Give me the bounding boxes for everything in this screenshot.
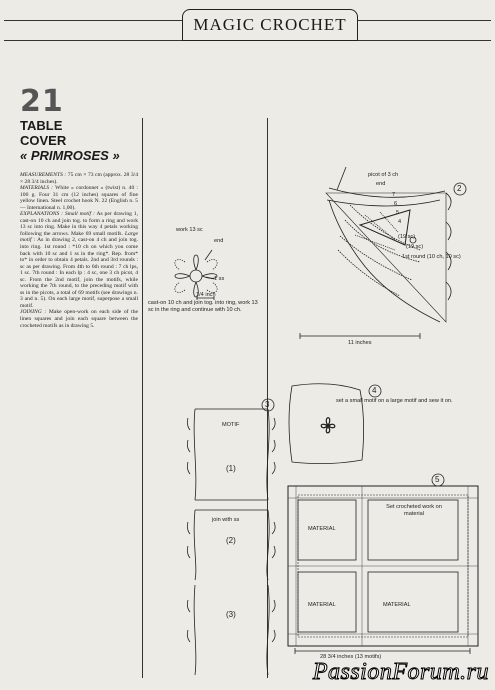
large-motif-text: As in drawing 2, cast-on 4 ch and join tog. into ring. 1st round : *10 ch on which you come back with 10 sc and 1 ss in the ring*. Rep. from* to* in order to obtain 4 petals. 2nd and 3rd rounds : sc as per drawing. From 4th to 6th round : 7 ch lps, 1 sc. 7th round : In each lp : 4 sc, one 3 ch picot, 4 sc. From the 2nd motif, join the motifs, while working the 7th round, to the preceding motif with ss in the picots, a total of 69 motifs (see drawings n. 3 and n. 5). On each large motif, superpose a small motif. xyxy=(20,237,138,309)
pattern-title-line3: « PRIMROSES » xyxy=(20,148,120,163)
d5-number: 5 xyxy=(435,475,440,484)
explanations-label: EXPLANATIONS : xyxy=(20,211,64,218)
drawing5-assembly-grid xyxy=(288,474,478,654)
pattern-number: 21 xyxy=(20,84,64,119)
materials-text: White « cordonnet » (twist) n. 40 : 100 g. Four 31 cm (12 inches) squares of fine yellow linen. Steel crochet hook N. 22 (English n. 5 — International n. 1,00). xyxy=(20,185,138,211)
materials-label: MATERIALS : xyxy=(20,185,54,192)
d2-end-label: end xyxy=(376,181,386,187)
motif-top-edge xyxy=(327,188,445,206)
joining-text: Make open-work on each side of the linen squares and join each square between the crocheted motifs as in drawing 5. xyxy=(20,309,138,329)
d2-number: 2 xyxy=(457,184,462,193)
d3-number: 3 xyxy=(265,400,270,409)
d1-work-label: work 13 sc xyxy=(176,227,203,233)
d2-size-label: 11 inches xyxy=(348,340,372,346)
measurements-text: 75 cm × 73 cm (approx. 28 3/4 × 28 3/4 inches). xyxy=(20,172,138,185)
size-bar xyxy=(300,333,420,339)
d5-material-1: MATERIAL xyxy=(308,526,336,532)
d2-round-4: 4 xyxy=(398,219,402,225)
d3-motif1-label: (1) xyxy=(226,464,236,473)
material-square-4 xyxy=(368,572,458,632)
large-motif-label: Large motif : xyxy=(20,230,138,244)
d1-size-label: 1/4 inch xyxy=(196,292,216,298)
d1-end-label: end xyxy=(214,238,224,244)
drawing2-large-motif xyxy=(300,167,466,339)
d1-ss-label: 1 ss xyxy=(214,276,225,282)
drawing4-superposed-motif xyxy=(289,384,381,464)
header-title: MAGIC CROCHET xyxy=(193,15,347,34)
d2-19sc-b: (19 sc) xyxy=(406,244,424,250)
motif-diagonal-edge xyxy=(329,200,440,322)
d2-round-7: 7 xyxy=(392,192,396,198)
d2-picot-label: picot of 3 ch xyxy=(368,172,399,178)
motif-stitches xyxy=(175,259,217,292)
d2-round-6: 6 xyxy=(394,201,398,207)
d3-join-label: join with ss xyxy=(212,517,240,523)
small-motif-label: Small motif : xyxy=(64,211,95,218)
watermark: PassionForum.ru xyxy=(312,659,489,685)
motif-petal-left xyxy=(175,274,190,279)
motif-strips xyxy=(288,486,478,646)
d3-motif-label: MOTIF xyxy=(222,422,240,428)
joining-label: JOINING : xyxy=(20,309,47,316)
picot-pointer xyxy=(337,167,346,190)
d2-round-5: 5 xyxy=(396,210,400,216)
d1-caption: cast-on 10 ch and join tog. into ring, work 13 sc in the ring and continue with 10 ch. xyxy=(148,300,258,313)
d2-first-round-label: 1st round (10 ch, 10 sc) xyxy=(402,254,461,260)
measurements-label: MEASUREMENTS : xyxy=(20,172,67,178)
end-pointer xyxy=(205,250,212,260)
motif-edge-picots xyxy=(187,418,275,642)
d5-material-3: MATERIAL xyxy=(383,602,411,608)
d5-size-label: 28 3/4 inches (13 motifs) xyxy=(320,654,382,660)
pattern-title-line2: COVER xyxy=(20,133,67,148)
d3-motif3-label: (3) xyxy=(226,610,236,619)
d4-caption: set a small motif on a large motif and sew it on. xyxy=(336,398,453,404)
small-motif-text: As per drawing 1, cast-on 10 ch and join tog. to form a ring and work 13 sc into ring. Make in this way 4 petals working following the arrows. Make 69 small motifs. xyxy=(20,211,139,237)
motif-ring xyxy=(190,270,202,282)
motif-scallops-right xyxy=(446,193,451,300)
d2-19sc-a: (19 sc) xyxy=(398,234,416,240)
pattern-title-line1: TABLE xyxy=(20,118,63,133)
d5-crocheted-label: Set crocheted work on material xyxy=(386,504,442,517)
motif-petal-top xyxy=(194,255,199,270)
motif3-outline xyxy=(194,585,269,675)
d4-number: 4 xyxy=(372,386,377,395)
d3-motif2-label: (2) xyxy=(226,536,236,545)
d5-material-2: MATERIAL xyxy=(308,602,336,608)
small-motif-petals xyxy=(321,418,335,433)
